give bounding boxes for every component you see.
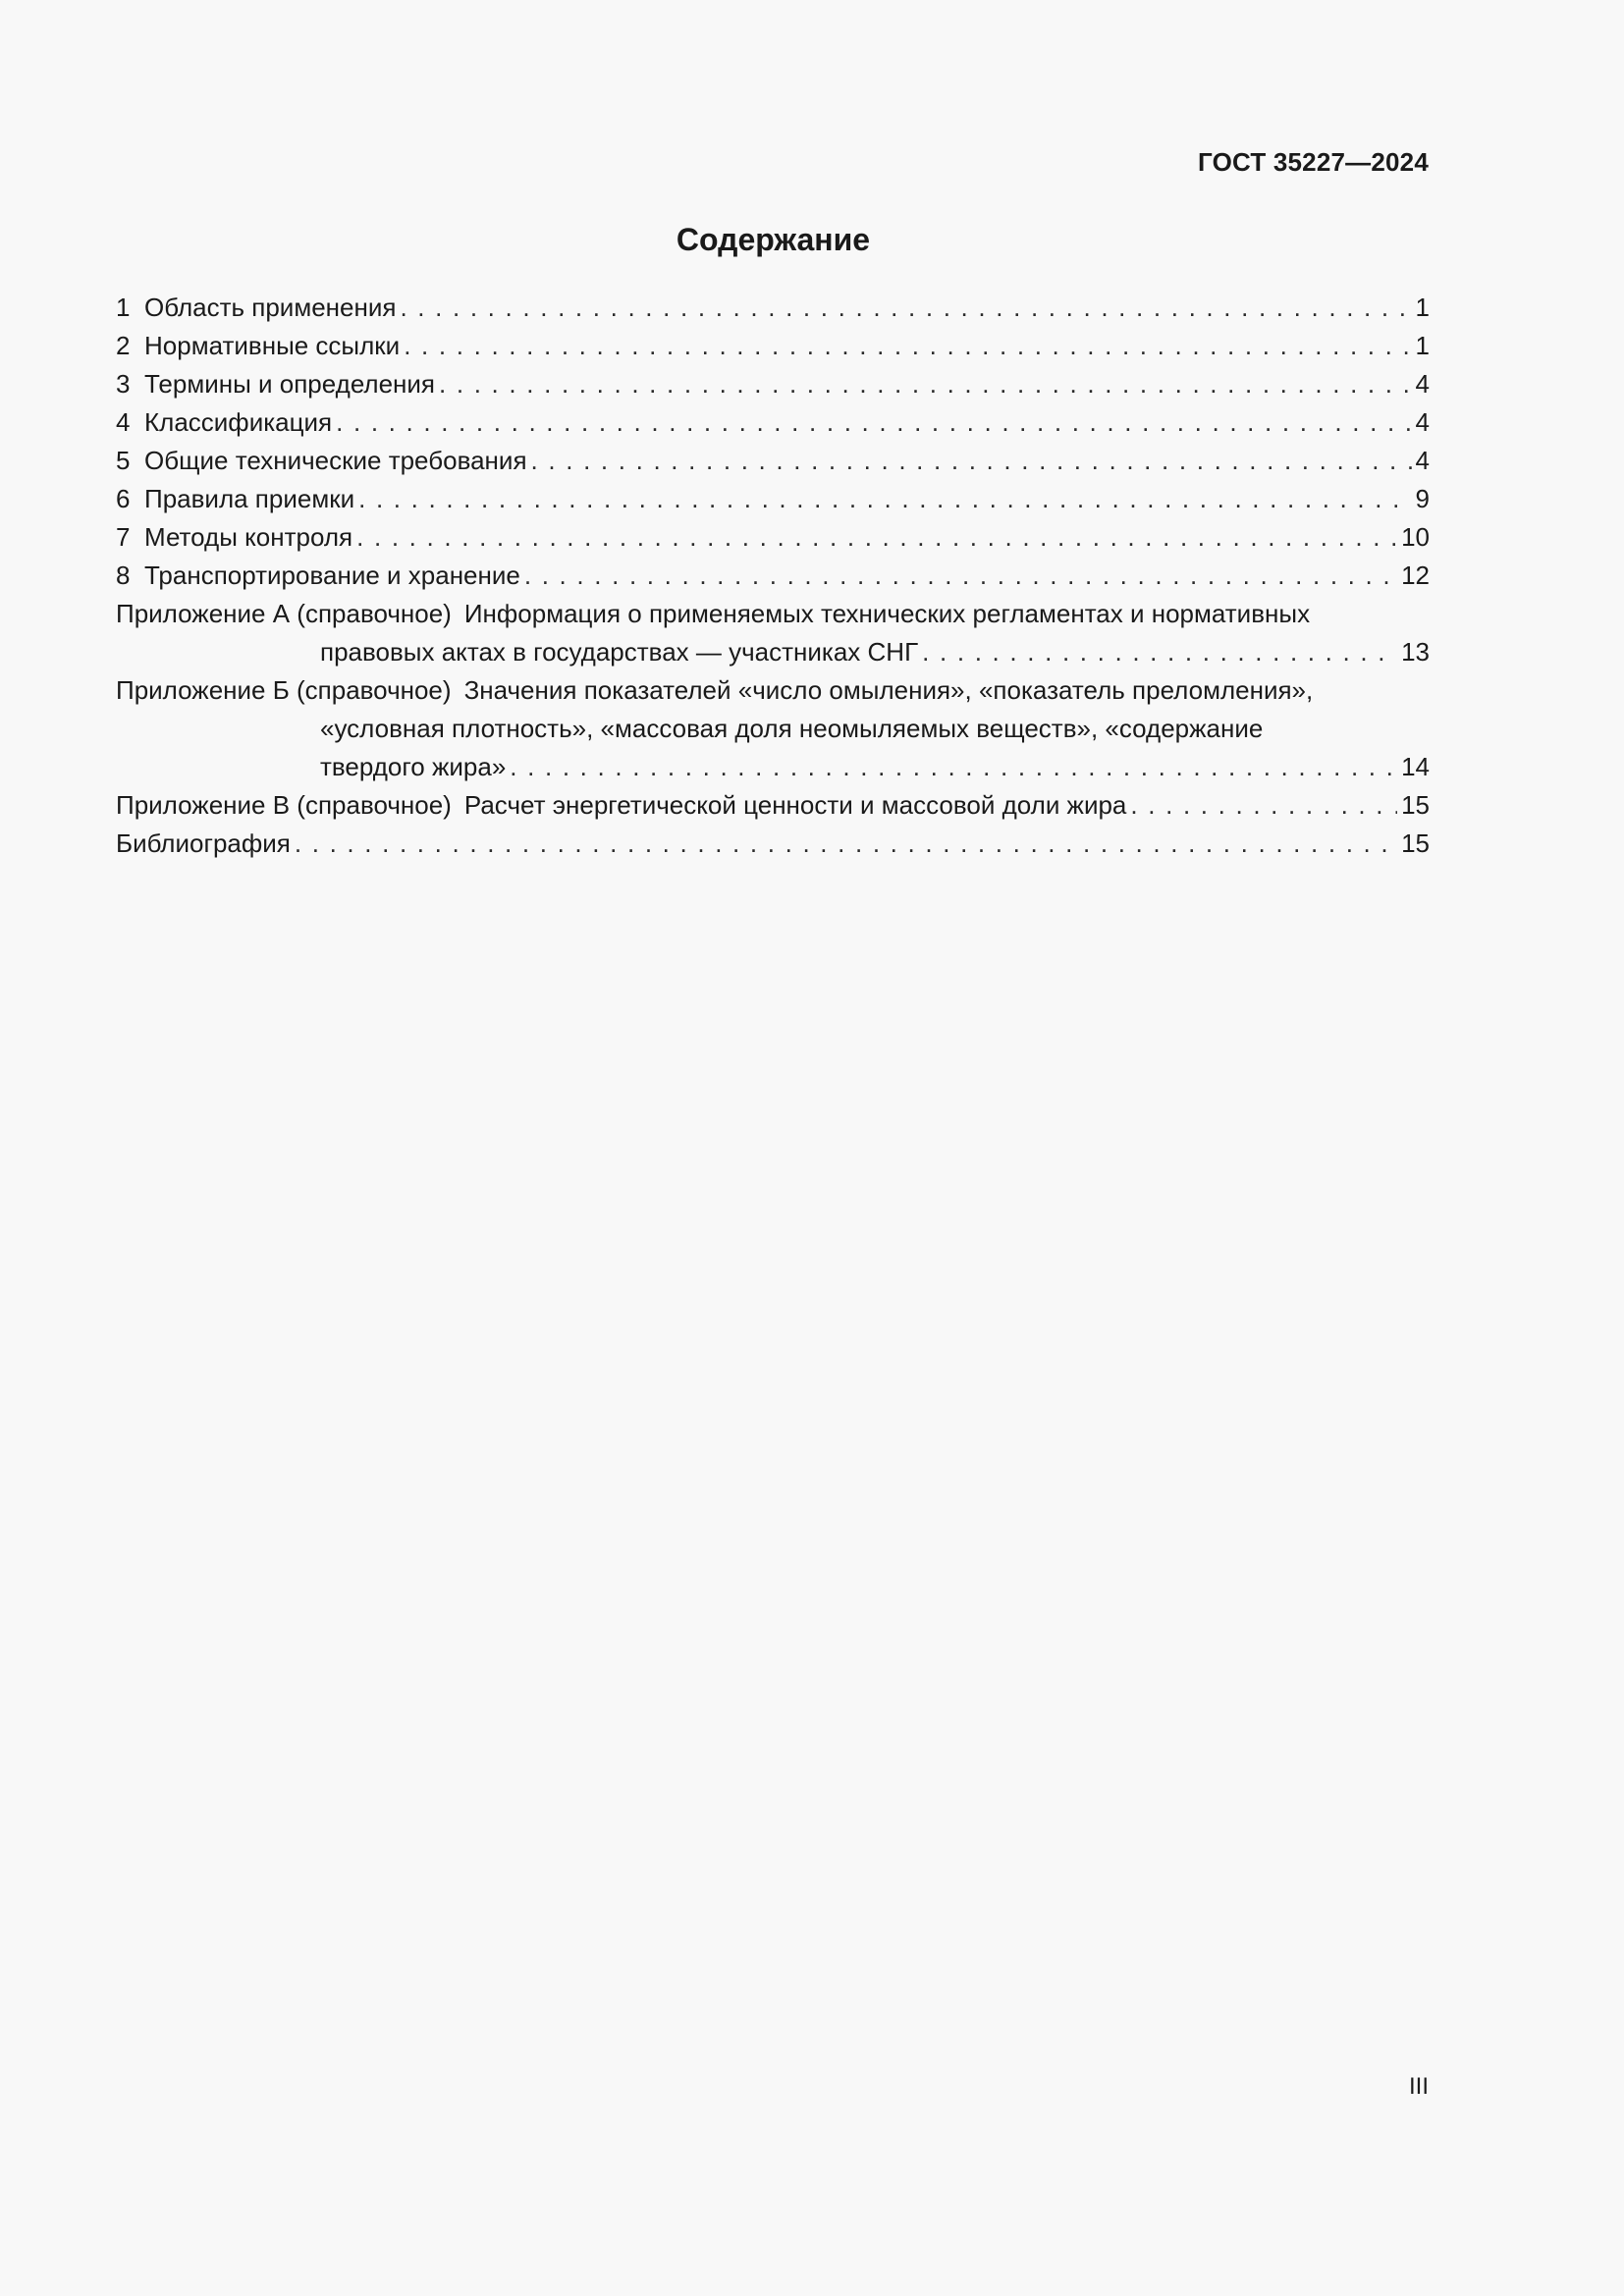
toc-annex-a-cont[interactable]	[116, 633, 1430, 671]
toc-entry-title: Транспортирование и хранение	[144, 561, 520, 590]
annex-title-line: Информация о применяемых технических регламентах и нормативных	[463, 599, 1311, 628]
toc-entry-page: 1	[1415, 331, 1430, 360]
toc-entry-page: 4	[1415, 369, 1430, 399]
annex-heading: Приложение Б (справочное)	[116, 675, 452, 705]
dot-leader	[336, 403, 1411, 442]
toc-entry-number: 7	[116, 522, 131, 552]
toc-entry-page: 15	[1401, 828, 1430, 858]
toc-annex-a[interactable]	[116, 595, 1430, 633]
dot-leader	[922, 633, 1397, 671]
toc-entry-title: Библиография	[116, 828, 291, 858]
dot-leader	[358, 480, 1411, 518]
annex-heading: Приложение В (справочное)	[116, 790, 452, 820]
toc-entry-number: 2	[116, 331, 131, 360]
toc-entry-title: Правила приемки	[144, 484, 355, 513]
toc-entry-5[interactable]	[116, 442, 1430, 480]
toc-entry-title: Общие технические требования	[144, 446, 527, 475]
dot-leader	[295, 825, 1397, 863]
toc-entry-page: 15	[1401, 790, 1430, 820]
page-number: III	[1408, 2073, 1429, 2100]
toc-entry-page: 4	[1415, 446, 1430, 475]
annex-title-line: Расчет энергетической ценности и массовой доли жира	[463, 790, 1127, 820]
toc-entry-number: 8	[116, 561, 131, 590]
toc-entry-page: 1	[1415, 293, 1430, 322]
document-code-header: ГОСТ 35227—2024	[1198, 147, 1429, 177]
toc-entry-page: 12	[1401, 561, 1430, 590]
toc-entry-4[interactable]	[116, 403, 1430, 442]
toc-entry-number: 3	[116, 369, 131, 399]
dot-leader	[439, 365, 1412, 403]
annex-title-line: твердого жира»	[320, 752, 507, 781]
annex-title-line: правовых актах в государствах — участниках СНГ	[320, 637, 919, 667]
toc-title: Содержание	[676, 222, 871, 257]
annex-title-line: Значения показателей «число омыления», «показатель преломления»,	[463, 675, 1314, 705]
toc-entry-title: Нормативные ссылки	[144, 331, 401, 360]
toc-entry-title: Методы контроля	[144, 522, 353, 552]
toc-entry-1[interactable]	[116, 289, 1430, 327]
dot-leader	[400, 289, 1411, 327]
dot-leader	[356, 518, 1397, 557]
toc-bibliography[interactable]	[116, 825, 1430, 863]
toc-entry-number: 1	[116, 293, 131, 322]
dot-leader	[524, 557, 1397, 595]
toc-entry-title: Термины и определения	[144, 369, 436, 399]
toc-annex-b-cont-2[interactable]	[116, 748, 1430, 786]
toc-entry-number: 5	[116, 446, 131, 475]
toc-entry-page: 14	[1401, 752, 1430, 781]
toc-annex-b-cont	[116, 710, 1430, 748]
toc-annex-b[interactable]	[116, 671, 1430, 710]
toc-entry-title: Область применения	[144, 293, 397, 322]
dot-leader	[531, 442, 1412, 480]
toc-entry-3[interactable]	[116, 365, 1430, 403]
toc-entry-6[interactable]	[116, 480, 1430, 518]
annex-title-line: «условная плотность», «массовая доля неомыляемых веществ», «содержание	[320, 714, 1264, 743]
toc-entry-8[interactable]	[116, 557, 1430, 595]
toc-entry-7[interactable]	[116, 518, 1430, 557]
dot-leader	[1130, 786, 1397, 825]
toc-entry-page: 13	[1401, 637, 1430, 667]
toc-entry-page: 4	[1415, 407, 1430, 437]
annex-heading: Приложение А (справочное)	[116, 599, 452, 628]
dot-leader	[404, 327, 1411, 365]
table-of-contents	[116, 289, 1430, 863]
toc-entry-number: 6	[116, 484, 131, 513]
toc-entry-page: 10	[1401, 522, 1430, 552]
toc-entry-page: 9	[1415, 484, 1430, 513]
toc-entry-2[interactable]	[116, 327, 1430, 365]
toc-entry-number: 4	[116, 407, 131, 437]
toc-entry-title: Классификация	[144, 407, 333, 437]
dot-leader	[510, 748, 1397, 786]
toc-annex-c[interactable]	[116, 786, 1430, 825]
